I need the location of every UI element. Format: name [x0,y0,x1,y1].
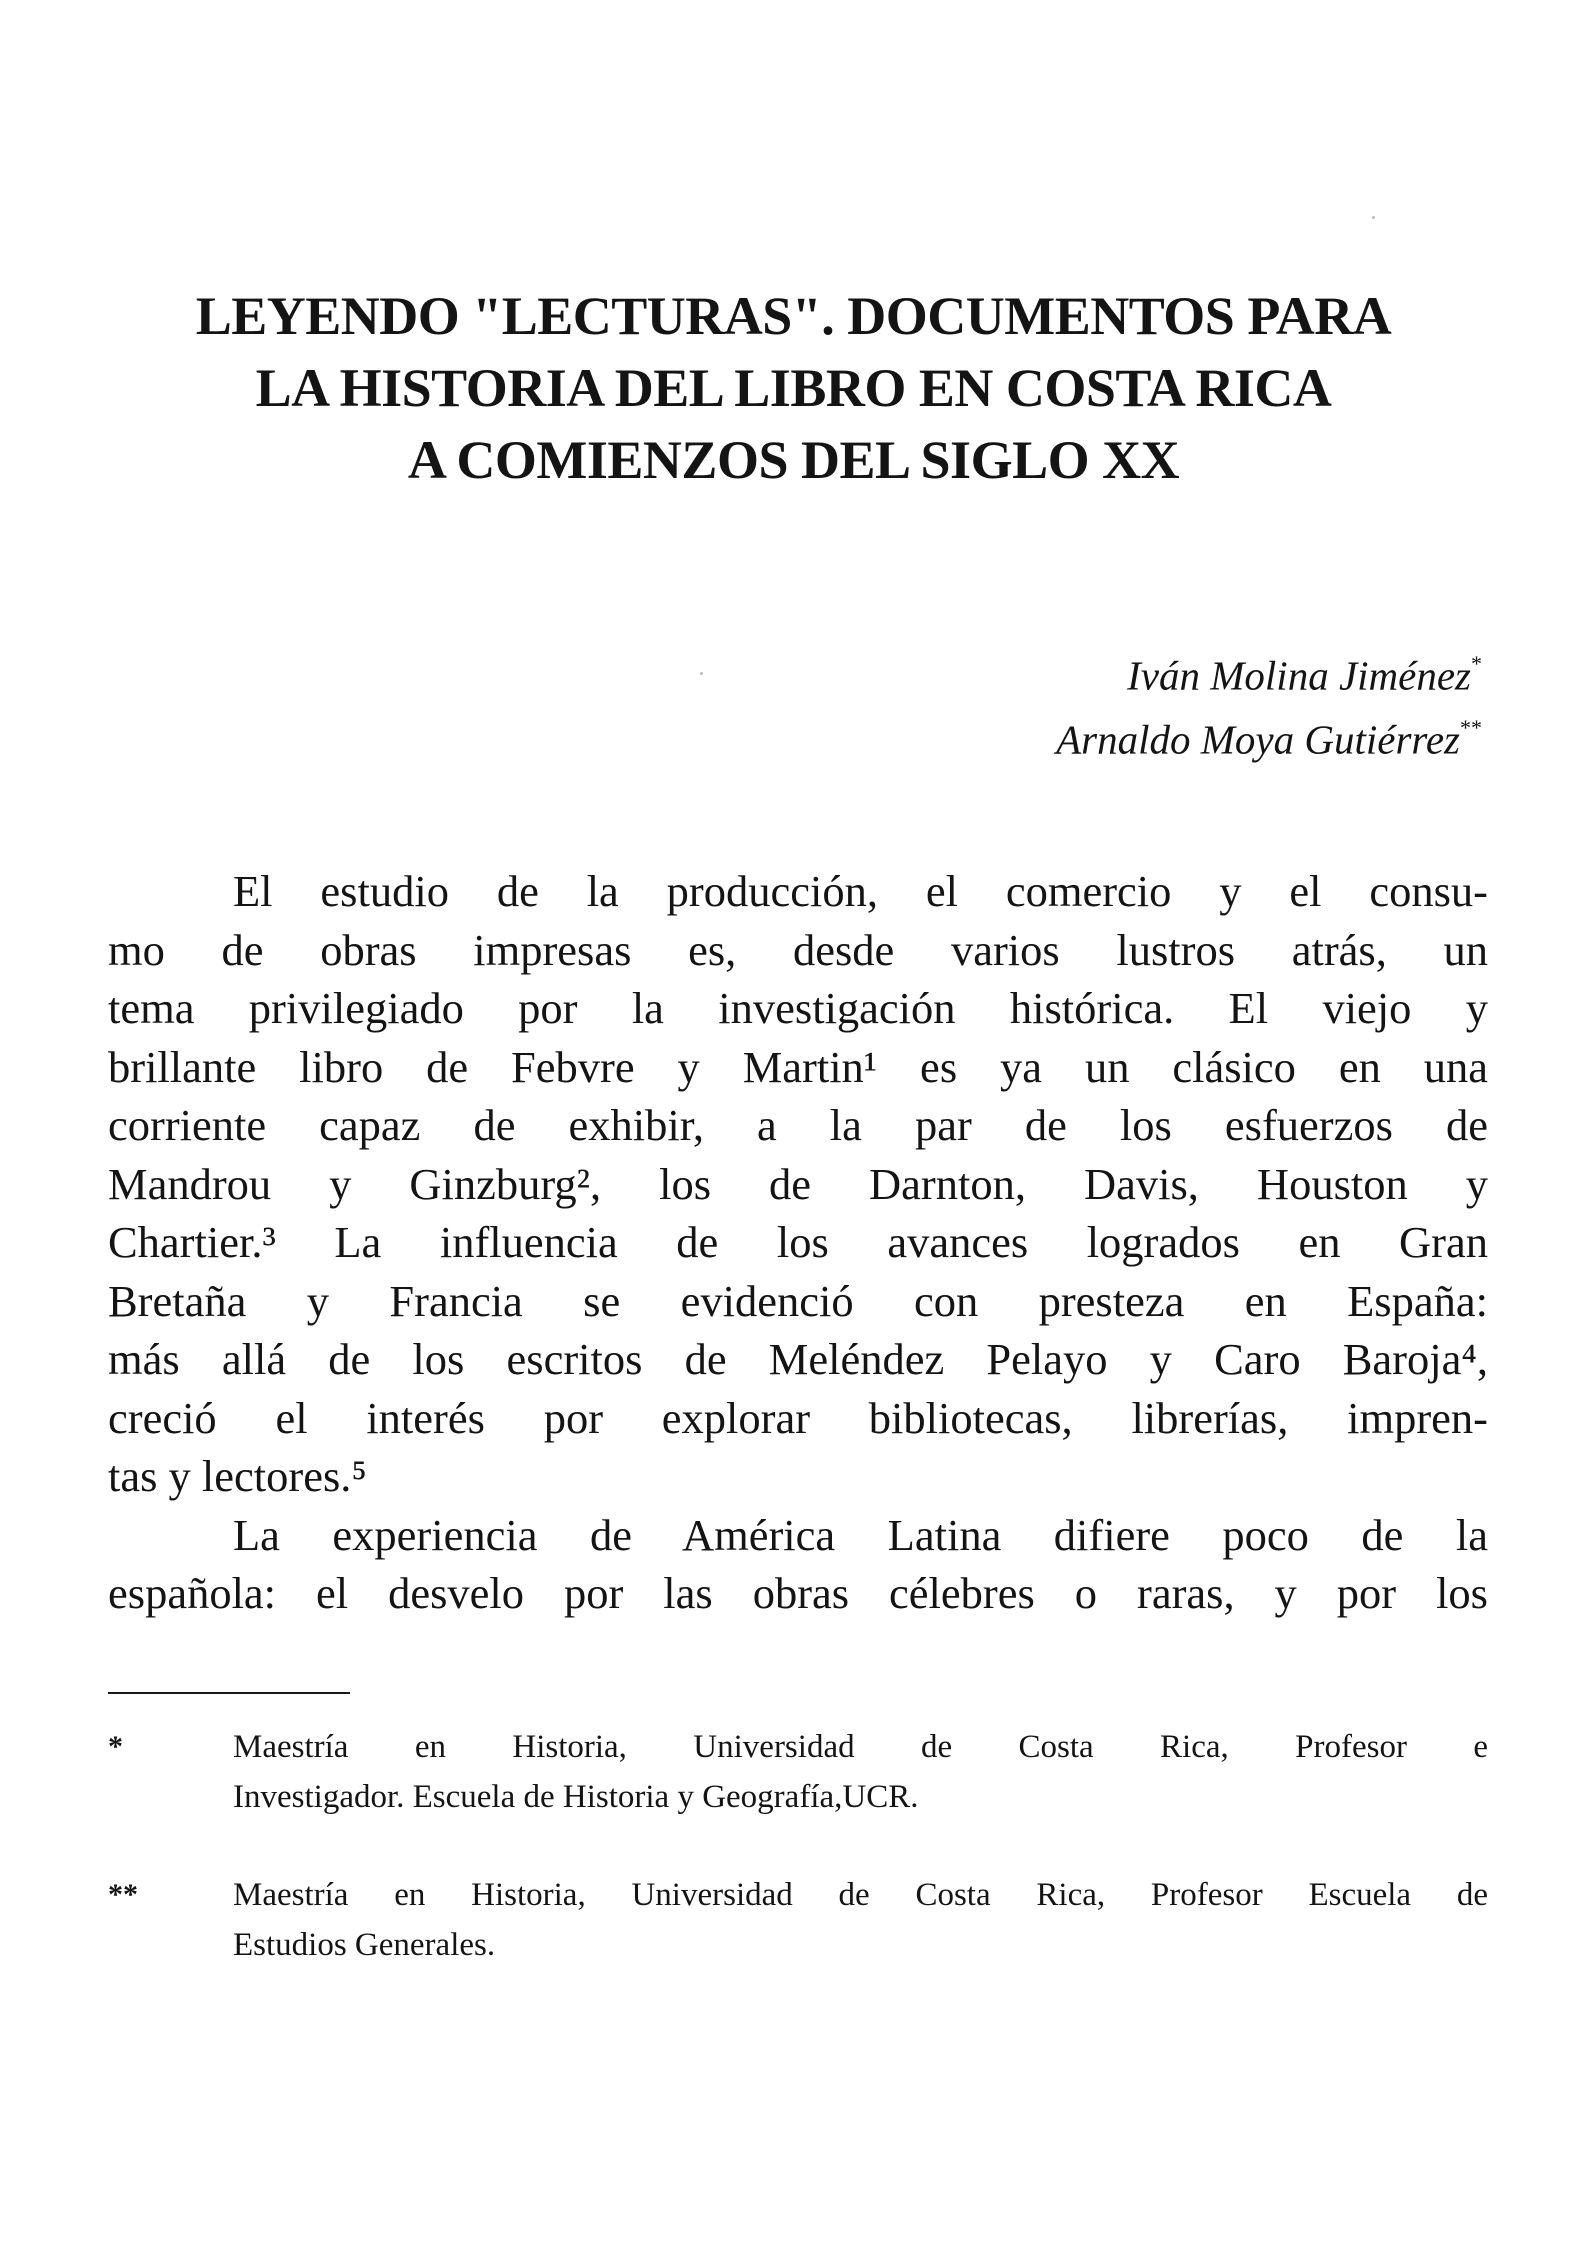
footnote-1-text [233,1722,1488,1822]
footnote-line: Estudios Generales. [233,1927,496,1963]
body-line: creció el interés por explorar bibliotecas, librerías, impren- [108,1392,1488,1443]
author-2-name: Arnaldo Moya Gutiérrez [1056,716,1460,763]
footnote-2-marker: ** [108,1878,138,1911]
body-line: La experiencia de América Latina difiere poco de la [233,1509,1488,1560]
body-line: mo de obras impresas es, desde varios lustros atrás, un [108,924,1488,975]
author-block [1056,640,1482,767]
scan-speck [700,672,703,675]
footnote-line: Maestría en Historia, Universidad de Costa Rica, Profesor e [233,1729,1488,1765]
body-line: española: el desvelo por las obras célebres o raras, y por los [108,1568,1488,1618]
body-line: brillante libro de Febvre y Martin¹ es ya un clásico en una [108,1041,1488,1092]
body-line: corriente capaz de exhibir, a la par de los esfuerzos de [108,1100,1488,1150]
footnote-2 [108,1870,1488,1970]
body-line: Bretaña y Francia se evidenció con presteza en España: [108,1275,1488,1326]
body-line: Mandrou y Ginzburg², los de Darnton, Davis, Houston y [108,1158,1488,1209]
author-1 [1056,640,1482,704]
author-1-mark: * [1471,651,1482,676]
body-text [108,862,1488,1623]
article-title [100,280,1487,496]
footnote-separator [108,1692,350,1694]
body-line: tas y lectores.⁵ [108,1451,367,1501]
scan-speck [1372,216,1375,219]
author-2-mark: ** [1460,714,1482,740]
author-1-name: Iván Molina Jiménez [1127,652,1471,699]
footnote-2-text [233,1870,1488,1970]
body-line: tema privilegiado por la investigación histórica. El viejo y [108,983,1488,1033]
body-line: El estudio de la producción, el comercio y el consu- [233,866,1488,916]
footnote-1-marker: * [108,1730,123,1763]
author-2 [1056,704,1482,768]
footnote-line: Maestría en Historia, Universidad de Costa Rica, Profesor Escuela de [233,1877,1488,1913]
title-line-1: LEYENDO "LECTURAS". DOCUMENTOS PARA [195,286,1392,346]
body-line: más allá de los escritos de Meléndez Pelayo y Caro Baroja⁴, [108,1334,1488,1384]
footnote-1 [108,1722,1488,1822]
title-line-3: A COMIENZOS DEL SIGLO XX [407,430,1180,490]
title-line-2: LA HISTORIA DEL LIBRO EN COSTA RICA [255,358,1332,418]
footnote-line: Investigador. Escuela de Historia y Geografía,UCR. [233,1779,919,1815]
body-line: Chartier.³ La influencia de los avances logrados en Gran [108,1217,1488,1267]
